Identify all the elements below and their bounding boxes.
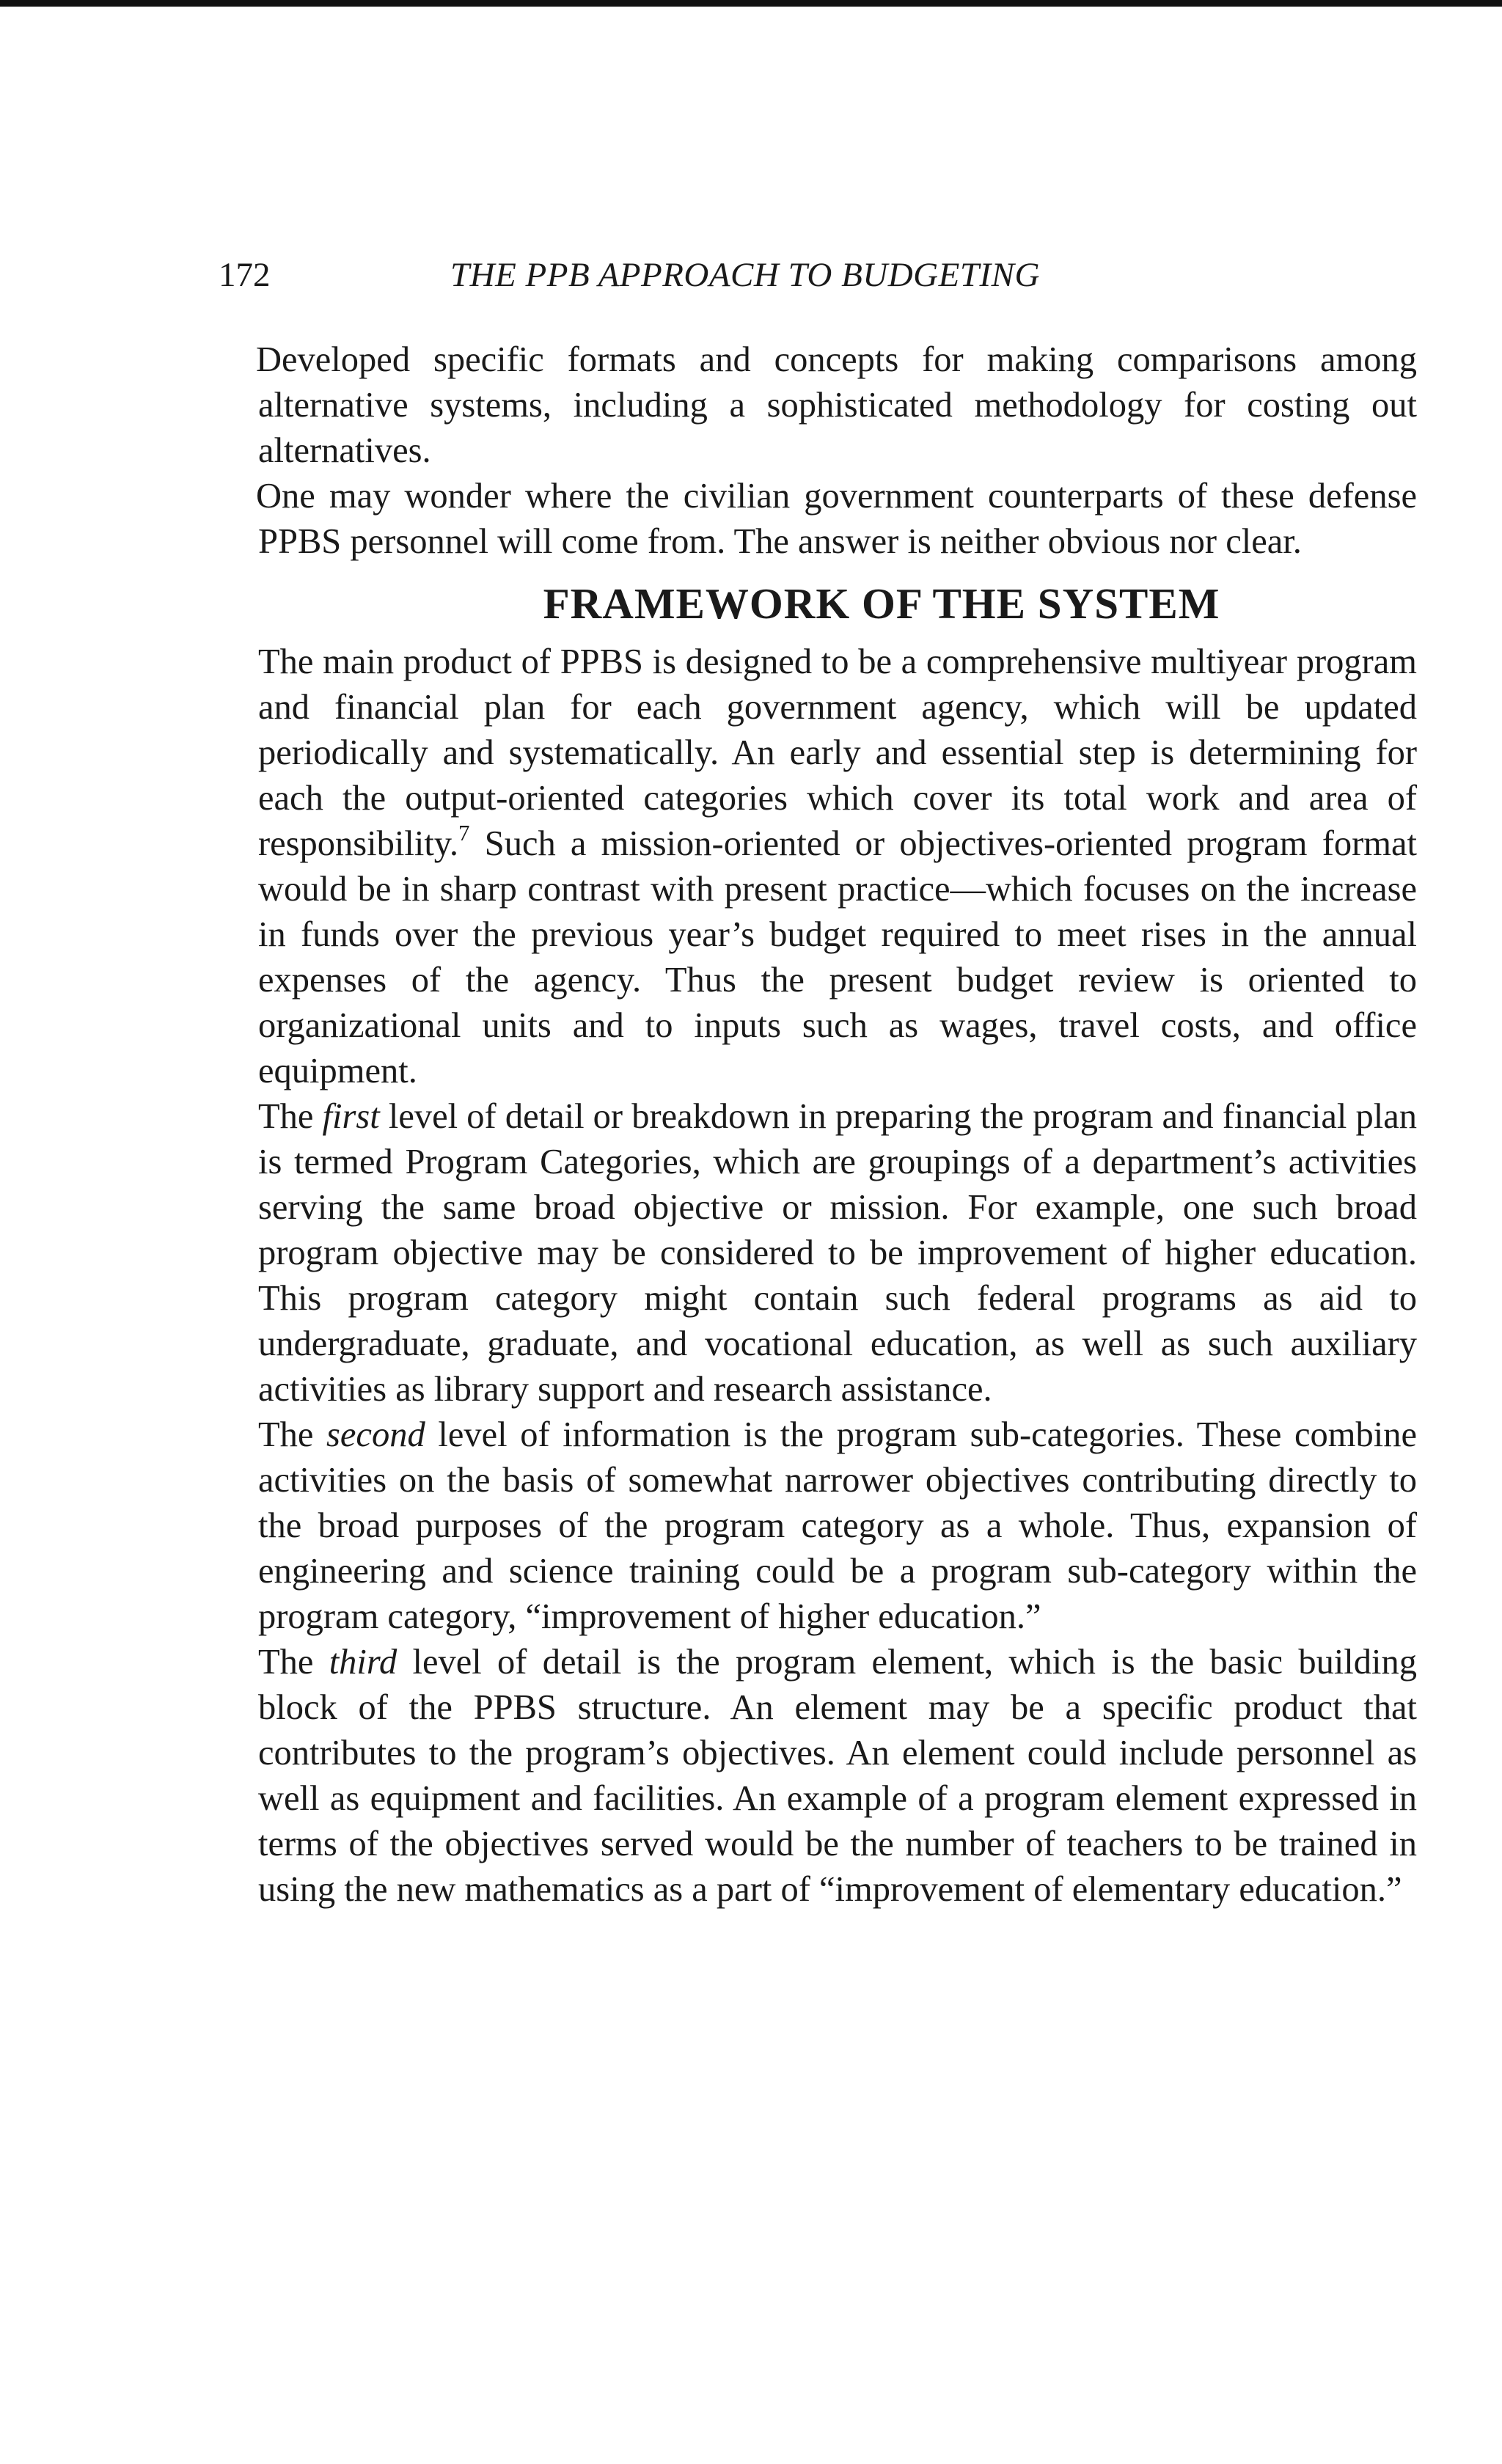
paragraph-main-product-text-a: The main product of PPBS is designed to be a comprehensive multiyear program and financial plan for each government agency, which will be updated periodically and systematically. An early and essential step is determining for each the output-oriented categories which cover its total work and area of responsibility. <box>258 642 1417 863</box>
footnote-marker: 7 <box>458 820 470 846</box>
emphasis-second: second <box>326 1415 425 1454</box>
top-border-rule <box>0 0 1502 7</box>
intro-paragraph-methodology: Developed specific formats and concepts for making comparisons among alternative systems, including a sophisticated methodology for costing out alternatives. <box>256 340 1417 470</box>
page-number: 172 <box>219 256 271 294</box>
paragraph-main-product <box>258 639 1417 1094</box>
paragraph-third-level-text: level of detail is the program element, which is the basic building block of the PPBS structure. An element may be a specific product that contributes to the program’s objectives. An element could include personnel as well as equipment and facilities. An example of a program element expressed in terms of the objectives served would be the number of teachers to be trained in using the new mathematics as a part of “improvement of elementary education.” <box>258 1643 1417 1909</box>
paragraph-second-level-text: level of information is the program sub-categories. These combine activities on the basis of somewhat narrower objectives contributing directly to the broad purposes of the program category as a whole. Thus, expansion of engineering and science training could be a program sub-category within the program category, “improvement of higher education.” <box>258 1415 1417 1636</box>
running-head-title: THE PPB APPROACH TO BUDGETING <box>450 256 1040 294</box>
body-text <box>258 337 1417 1913</box>
paragraph-main-product-text-b: Such a mission-oriented or objectives-oriented program format would be in sharp contrast with present practice—which focuses on the increase in funds over the previous year’s budget required to meet rises in the annual expenses of the agency. Thus the present budget review is oriented to organizational units and to inputs such as wages, travel costs, and office equipment. <box>258 824 1417 1090</box>
paragraph-second-level-lead: The <box>258 1415 327 1454</box>
emphasis-third: third <box>329 1643 398 1682</box>
paragraph-first-level-text: level of detail or breakdown in preparing the program and financial plan is termed Program Categories, which are groupings of a department’s activities serving the same broad objective or mission. For example, one such broad program objective may be considered to be improvement of higher education. This program category might contain such federal programs as aid to undergraduate, graduate, and vocational education, as well as such auxiliary activities as library support and research assistance. <box>258 1097 1417 1409</box>
paragraph-first-level <box>258 1094 1417 1412</box>
emphasis-first: first <box>322 1097 380 1136</box>
paragraph-third-level <box>258 1640 1417 1913</box>
paragraph-third-level-lead: The <box>258 1643 329 1682</box>
intro-paragraph-personnel: One may wonder where the civilian government counterparts of these defense PPBS personnel will come from. The answer is neither obvious nor clear. <box>256 477 1417 561</box>
section-heading: FRAMEWORK OF THE SYSTEM <box>543 579 1220 628</box>
paragraph-first-level-lead: The <box>258 1097 323 1136</box>
paragraph-second-level <box>258 1412 1417 1640</box>
running-head <box>219 253 1421 297</box>
